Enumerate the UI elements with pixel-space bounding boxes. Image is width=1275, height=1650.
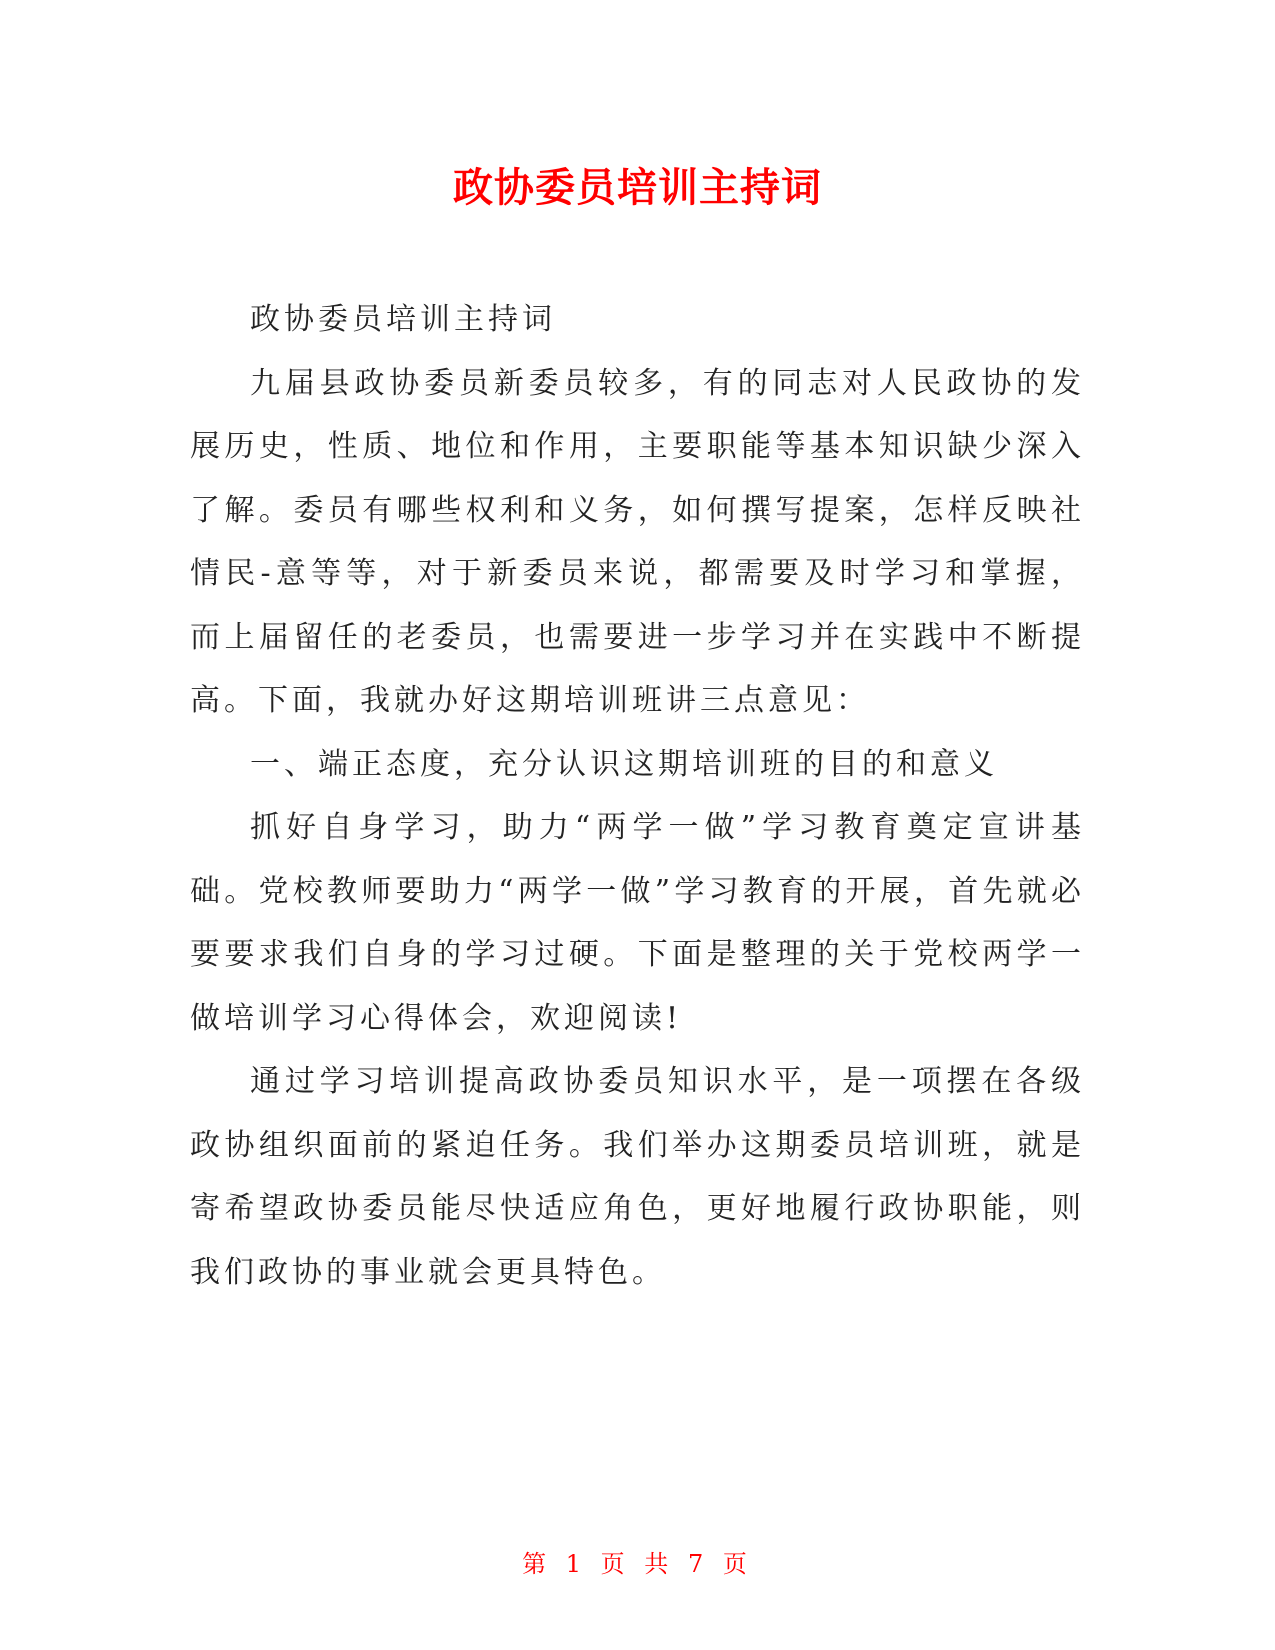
- page-number-footer: 第 1 页 共 7 页: [522, 1550, 753, 1578]
- paragraph-heading: 政协委员培训主持词: [250, 302, 556, 337]
- paragraph-section-one: 一、端正态度，充分认识这期培训班的目的和意义: [250, 746, 998, 782]
- paragraph-training: 通过学习培训提高政协委员知识水平，是一项摆在各级政协组织面前的紧迫任务。我们举办这期委员培训班，就是寄希望政协委员能尽快适应角色，更好地履行政协职能，则我们政协的事业就会更具特色。: [190, 1064, 1085, 1290]
- document-body: [190, 288, 1085, 1304]
- paragraph-study: 抓好自身学习，助力“两学一做”学习教育奠定宣讲基础。党校教师要助力“两学一做”学习教育的开展，首先就必要要求我们自身的学习过硬。下面是整理的关于党校两学一做培训学习心得体会，欢迎阅读!: [190, 810, 1085, 1036]
- paragraph-intro: 九届县政协委员新委员较多，有的同志对人民政协的发展历史，性质、地位和作用，主要职能等基本知识缺少深入了解。委员有哪些权利和义务，如何撰写提案，怎样反映社情民-意等等，对于新委员来说，都需要及时学习和掌握，而上届留任的老委员，也需要进一步学习并在实践中不断提高。下面，我就办好这期培训班讲三点意见：: [190, 365, 1085, 718]
- document-title: 政协委员培训主持词: [453, 165, 822, 211]
